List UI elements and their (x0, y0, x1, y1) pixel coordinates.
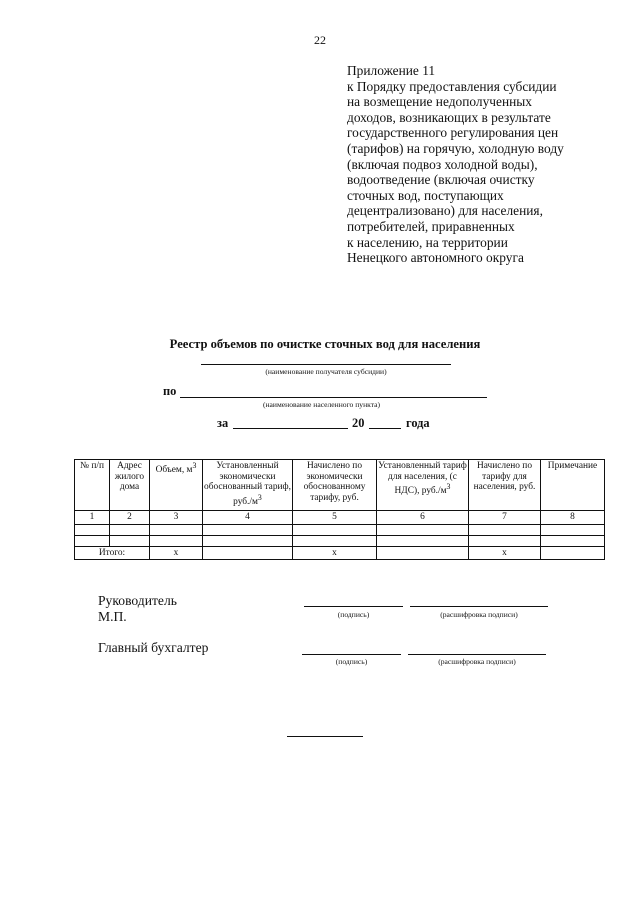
column-number: 7 (469, 511, 541, 525)
appendix-line: Приложение 11 (347, 63, 436, 78)
table-row (75, 535, 605, 546)
recipient-line (201, 364, 451, 365)
column-number: 6 (377, 511, 469, 525)
total-accrued-pop-x: х (469, 546, 541, 560)
head-decoding-caption: (расшифровка подписи) (440, 610, 518, 619)
appendix-line: к Порядку предоставления субсидии (347, 78, 557, 94)
po-label: по (163, 384, 177, 398)
year-suffix: года (406, 416, 430, 430)
accountant-decoding-line (408, 654, 546, 655)
period-line (233, 428, 348, 429)
appendix-line: на возмещение недополученных (347, 94, 532, 110)
table-cell (377, 524, 469, 535)
column-number: 8 (541, 511, 605, 525)
year-prefix: 20 (352, 416, 365, 430)
appendix-line: Ненецкого автономного округа (347, 250, 524, 266)
table-header-row (75, 460, 605, 511)
header-volume-text: Объем, м (155, 465, 193, 476)
total-label: Итого: (75, 546, 150, 560)
column-number: 4 (203, 511, 293, 525)
header-pop-tariff (377, 460, 469, 511)
appendix-line: государственного регулирования цен (347, 125, 559, 141)
table-cell (150, 535, 203, 546)
header-volume-sup: 3 (192, 461, 197, 470)
header-address: Адрес жилого дома (110, 460, 150, 511)
header-num: № п/п (75, 460, 110, 511)
appendix-line: (тарифов) на горячую, холодную воду (347, 140, 564, 156)
accountant-signature-line (302, 654, 401, 655)
table-cell (541, 546, 605, 560)
header-eco-tariff-text: Установленный экономически обоснованный тариф, руб./м (204, 461, 291, 507)
header-pop-tariff-text: Установленный тариф для населения, (с НДС), руб./м (378, 461, 467, 497)
appendix-line: децентрализовано) для населения, (347, 203, 543, 219)
column-number: 2 (110, 511, 150, 525)
header-note: Примечание (541, 460, 605, 511)
table-cell (150, 524, 203, 535)
header-volume (150, 460, 203, 511)
table-cell (110, 535, 150, 546)
column-number-row (75, 511, 605, 525)
settlement-caption: (наименование населенного пункта) (262, 400, 381, 409)
head-label: Руководитель (98, 593, 177, 608)
table-cell (75, 524, 110, 535)
accountant-signature-caption: (подпись) (335, 657, 368, 666)
registry-title: Реестр объемов по очистке сточных вод для населения (169, 337, 481, 351)
header-accrued-pop: Начислено по тарифу для населения, руб. (469, 460, 541, 511)
settlement-line (180, 397, 487, 398)
appendix-header (347, 63, 607, 266)
end-separator (287, 736, 363, 737)
year-line (369, 428, 401, 429)
table-cell (110, 524, 150, 535)
column-number: 1 (75, 511, 110, 525)
accountant-decoding-caption: (расшифровка подписи) (438, 657, 516, 666)
header-eco-tariff (203, 460, 293, 511)
header-eco-tariff-sup: 3 (257, 492, 262, 502)
table-cell (75, 535, 110, 546)
total-row (75, 546, 605, 560)
total-accrued-eco-x: х (293, 546, 377, 560)
page-number: 22 (314, 33, 326, 47)
za-label: за (217, 416, 229, 430)
column-number: 3 (150, 511, 203, 525)
table-cell (541, 524, 605, 535)
total-volume-x: х (150, 546, 203, 560)
appendix-line: водоотведение (включая очистку (347, 172, 535, 188)
head-signature-caption: (подпись) (337, 610, 370, 619)
head-decoding-line (410, 606, 548, 607)
head-signature-line (304, 606, 403, 607)
appendix-line: сточных вод, поступающих (347, 187, 504, 203)
table-cell (293, 535, 377, 546)
table-cell (203, 546, 293, 560)
table-cell (469, 535, 541, 546)
appendix-line: к населению, на территории (347, 234, 508, 250)
appendix-line: доходов, возникающих в результате (347, 109, 551, 125)
header-pop-tariff-sup: 3 (446, 482, 451, 492)
registry-table (74, 459, 605, 560)
recipient-caption: (наименование получателя субсидии) (265, 367, 387, 376)
accountant-label: Главный бухгалтер (98, 640, 209, 655)
appendix-line: потребителей, приравненных (347, 218, 515, 234)
mp-label: М.П. (98, 609, 127, 624)
table-cell (293, 524, 377, 535)
table-cell (377, 535, 469, 546)
column-number: 5 (293, 511, 377, 525)
header-accrued-eco: Начислено по экономически обоснованному тарифу, руб. (293, 460, 377, 511)
table-cell (203, 535, 293, 546)
table-cell (203, 524, 293, 535)
appendix-line: (включая подвоз холодной воды), (347, 156, 538, 172)
table-cell (469, 524, 541, 535)
table-cell (541, 535, 605, 546)
table-cell (377, 546, 469, 560)
table-row (75, 524, 605, 535)
